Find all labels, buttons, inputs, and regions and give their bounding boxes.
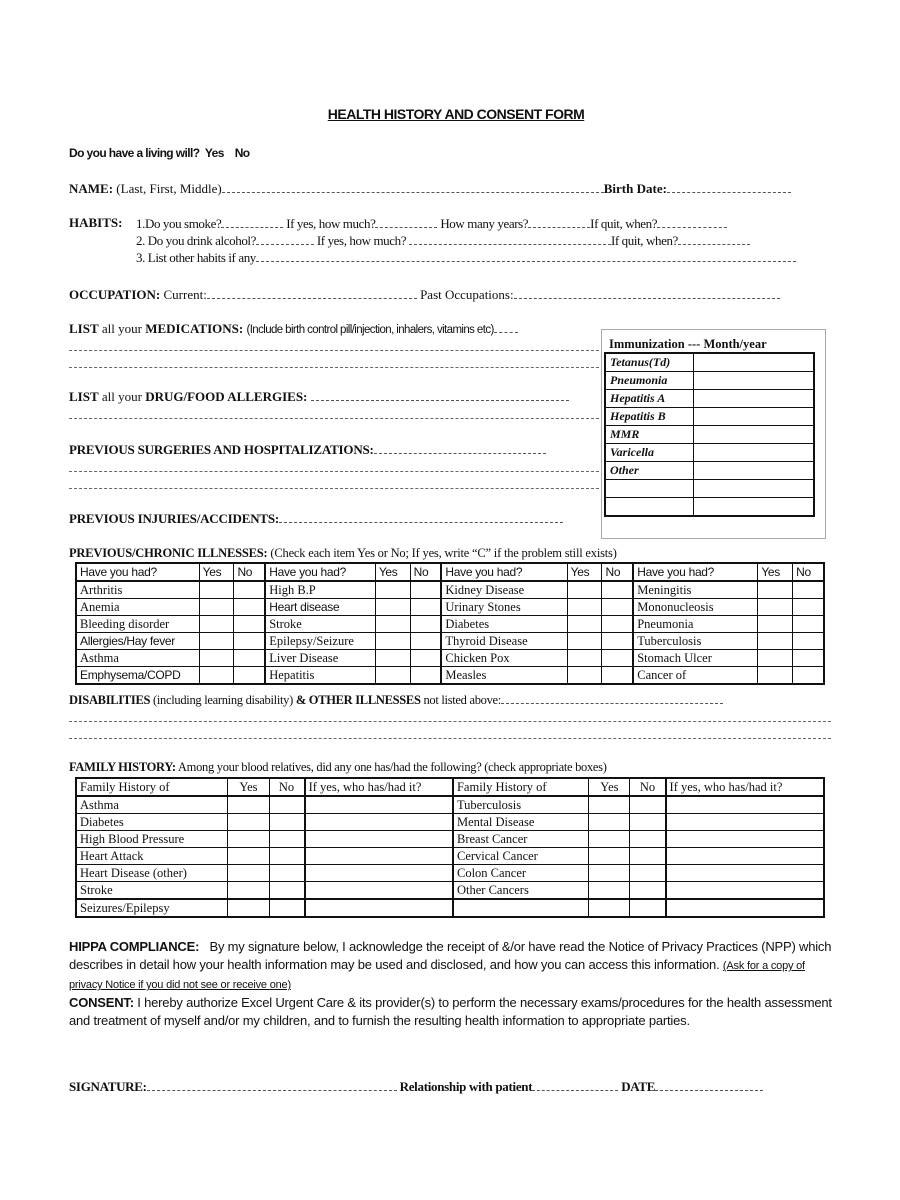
medications-line-3[interactable] [69, 367, 599, 368]
illness-label: Thyroid Disease [441, 633, 567, 650]
surgeries-row [69, 441, 546, 458]
condition-label: Cervical Cancer [453, 848, 589, 865]
condition-label: Asthma [76, 796, 228, 814]
column-header-yes: Yes [199, 563, 234, 581]
yes-checkbox[interactable] [375, 616, 410, 633]
no-checkbox[interactable] [234, 599, 265, 616]
who-field[interactable] [305, 814, 453, 831]
illness-label: Epilepsy/Seizure [265, 633, 375, 650]
surgeries-line-2[interactable] [69, 471, 599, 472]
immunization-date-cell[interactable] [694, 498, 815, 517]
yes-checkbox[interactable] [567, 599, 602, 616]
immunization-date-cell[interactable] [694, 390, 815, 408]
smoke-amount-field[interactable] [375, 215, 437, 228]
no-checkbox[interactable] [793, 581, 824, 599]
who-field[interactable] [305, 831, 453, 848]
injuries-field[interactable] [279, 510, 563, 523]
other-illnesses-label: & OTHER ILLNESSES [295, 693, 421, 707]
yes-checkbox[interactable] [199, 667, 234, 685]
no-checkbox[interactable] [793, 633, 824, 650]
yes-checkbox[interactable] [228, 814, 269, 831]
column-header-yes: Yes [228, 778, 269, 796]
surgeries-label: PREVIOUS SURGERIES AND HOSPITALIZATIONS: [69, 442, 374, 457]
signature-label: SIGNATURE: [69, 1079, 147, 1094]
disabilities-field[interactable] [501, 691, 723, 704]
yes-checkbox[interactable] [199, 581, 234, 599]
illness-label: Heart disease [265, 599, 375, 616]
who-field[interactable] [305, 899, 453, 917]
immunization-name: Hepatitis A [605, 390, 694, 408]
illness-label: Emphysema/COPD [76, 667, 199, 685]
medications-list-word: LIST [69, 321, 99, 336]
column-header-no: No [410, 563, 441, 581]
hippa-label: HIPPA COMPLIANCE: [69, 939, 200, 954]
yes-checkbox[interactable] [228, 848, 269, 865]
injuries-label: PREVIOUS INJURIES/ACCIDENTS: [69, 511, 280, 526]
disabilities-line-3[interactable] [69, 738, 831, 739]
illness-label: Allergies/Hay fever [76, 633, 199, 650]
immunization-date-cell[interactable] [694, 462, 815, 480]
hippa-note: (Ask for a copy of privacy Notice if you did not see or receive one) [69, 960, 805, 991]
column-header-who: If yes, who has/had it? [305, 778, 453, 796]
column-header-yes: Yes [758, 563, 793, 581]
name-label: NAME: [69, 181, 114, 196]
disabilities-label: DISABILITIES [69, 693, 151, 707]
smoke-field[interactable] [221, 215, 283, 228]
column-header: Family History of [76, 778, 228, 796]
yes-checkbox[interactable] [589, 796, 630, 814]
living-will-question [69, 146, 250, 160]
allergies-label: DRUG/FOOD ALLERGIES: [145, 389, 308, 404]
yes-checkbox[interactable] [758, 650, 793, 667]
signature-row [69, 1078, 763, 1095]
no-checkbox[interactable] [602, 667, 633, 685]
no-checkbox[interactable] [630, 899, 666, 917]
yes-checkbox[interactable] [228, 831, 269, 848]
immunization-date-cell[interactable] [694, 372, 815, 390]
smoke-how-much-label: If yes, how much? [286, 216, 376, 231]
allergies-row [69, 388, 569, 405]
column-header: Have you had? [633, 563, 758, 581]
disabilities-line-2[interactable] [69, 721, 831, 722]
column-header-no: No [234, 563, 265, 581]
chronic-illness-table [75, 562, 825, 685]
no-checkbox[interactable] [269, 899, 305, 917]
condition-label: Heart Disease (other) [76, 865, 228, 882]
column-header: Family History of [453, 778, 589, 796]
alcohol-field[interactable] [256, 232, 314, 245]
occupation-row [69, 286, 780, 303]
illness-label: Liver Disease [265, 650, 375, 667]
form-title: HEALTH HISTORY AND CONSENT FORM [327, 106, 585, 122]
illness-label: Kidney Disease [441, 581, 567, 599]
yes-checkbox[interactable] [567, 650, 602, 667]
column-header-yes: Yes [375, 563, 410, 581]
no-checkbox[interactable] [234, 650, 265, 667]
alcohol-quit-field[interactable] [678, 232, 750, 245]
condition-label: Breast Cancer [453, 831, 589, 848]
who-field[interactable] [305, 882, 453, 900]
name-row [69, 180, 791, 197]
no-checkbox[interactable] [630, 814, 666, 831]
illness-label: Bleeding disorder [76, 616, 199, 633]
who-field[interactable] [666, 899, 824, 917]
family-history-row [69, 760, 607, 775]
yes-checkbox[interactable] [228, 882, 269, 900]
no-checkbox[interactable] [630, 831, 666, 848]
column-header-yes: Yes [567, 563, 602, 581]
no-checkbox[interactable] [410, 599, 441, 616]
column-header: Have you had? [265, 563, 375, 581]
no-checkbox[interactable] [793, 616, 824, 633]
no-checkbox[interactable] [410, 650, 441, 667]
illness-label: Asthma [76, 650, 199, 667]
immunization-table [604, 352, 815, 517]
habits-row-2 [136, 232, 750, 249]
past-occupations-label: Past Occupations: [420, 287, 514, 302]
family-history-hint: Among your blood relatives, did any one has/had the following? (check appropriate boxes) [177, 760, 607, 774]
no-checkbox[interactable] [602, 581, 633, 599]
who-field[interactable] [666, 831, 824, 848]
yes-checkbox[interactable] [758, 633, 793, 650]
no-checkbox[interactable] [234, 633, 265, 650]
hippa-text: By my signature below, I acknowledge the receipt of &/or have read the Notice of Privacy Practices (NPP) which describes in detail how your health information may be used and disclosed, and how you can access this information. [69, 939, 832, 972]
condition-label: Diabetes [76, 814, 228, 831]
surgeries-field[interactable] [374, 441, 546, 454]
current-occupation-label: Current: [163, 287, 207, 302]
current-occupation-field[interactable] [207, 286, 417, 299]
living-will-yes[interactable]: Yes [204, 146, 224, 160]
smoke-years-label: How many years? [440, 216, 529, 231]
column-header-no: No [630, 778, 666, 796]
habits-row-3 [136, 249, 796, 266]
no-checkbox[interactable] [269, 831, 305, 848]
hippa-paragraph [69, 938, 834, 1030]
column-header-no: No [602, 563, 633, 581]
no-checkbox[interactable] [602, 650, 633, 667]
immunization-name: Tetanus(Td) [605, 353, 694, 372]
yes-checkbox[interactable] [567, 633, 602, 650]
allergies-field[interactable] [311, 388, 569, 401]
who-field[interactable] [666, 814, 824, 831]
medications-row [69, 320, 518, 337]
no-checkbox[interactable] [234, 581, 265, 599]
yes-checkbox[interactable] [758, 599, 793, 616]
yes-checkbox[interactable] [589, 865, 630, 882]
yes-checkbox[interactable] [758, 616, 793, 633]
illness-label: Urinary Stones [441, 599, 567, 616]
illness-label: Anemia [76, 599, 199, 616]
no-checkbox[interactable] [630, 882, 666, 900]
no-checkbox[interactable] [602, 599, 633, 616]
no-checkbox[interactable] [410, 633, 441, 650]
medications-all-your: all your [101, 321, 142, 336]
yes-checkbox[interactable] [589, 831, 630, 848]
alcohol-how-much-label: If yes, how much? [316, 233, 407, 248]
column-header-no: No [793, 563, 824, 581]
medications-hint: (Include birth control pill/injection, inhalers, vitamins etc) [246, 324, 494, 336]
no-checkbox[interactable] [630, 865, 666, 882]
yes-checkbox[interactable] [228, 796, 269, 814]
medications-field[interactable] [494, 320, 518, 333]
name-field[interactable] [222, 180, 604, 193]
who-field[interactable] [666, 882, 824, 900]
yes-checkbox[interactable] [567, 616, 602, 633]
who-field[interactable] [305, 796, 453, 814]
illness-label: Measles [441, 667, 567, 685]
disabilities-tail: not listed above: [423, 693, 501, 707]
family-history-table [75, 777, 825, 918]
living-will-label: Do you have a living will? [69, 146, 200, 160]
immunization-date-cell[interactable] [694, 353, 815, 372]
family-history-label: FAMILY HISTORY: [69, 760, 176, 774]
column-header-yes: Yes [589, 778, 630, 796]
yes-checkbox[interactable] [228, 865, 269, 882]
who-field[interactable] [305, 865, 453, 882]
illness-label: Stomach Ulcer [633, 650, 758, 667]
yes-checkbox[interactable] [375, 581, 410, 599]
no-checkbox[interactable] [269, 865, 305, 882]
medications-line-2[interactable] [69, 350, 599, 351]
no-checkbox[interactable] [410, 667, 441, 685]
yes-checkbox[interactable] [589, 848, 630, 865]
alcohol-amount-field[interactable] [409, 232, 611, 245]
immunization-date-cell[interactable] [694, 408, 815, 426]
smoke-quit-field[interactable] [657, 215, 727, 228]
illness-label: Meningitis [633, 581, 758, 599]
yes-checkbox[interactable] [758, 667, 793, 685]
yes-checkbox[interactable] [375, 599, 410, 616]
date-field[interactable] [655, 1078, 763, 1091]
yes-checkbox[interactable] [567, 667, 602, 685]
immunization-name: Hepatitis B [605, 408, 694, 426]
column-header: Have you had? [76, 563, 199, 581]
yes-checkbox[interactable] [375, 633, 410, 650]
who-field[interactable] [666, 796, 824, 814]
condition-label: Mental Disease [453, 814, 589, 831]
signature-field[interactable] [147, 1078, 397, 1091]
immunization-name-blank[interactable] [605, 498, 694, 517]
relationship-label: Relationship with patient [399, 1079, 533, 1094]
allergies-all-your: all your [101, 389, 142, 404]
other-habits-question: 3. List other habits if any [136, 250, 256, 265]
yes-checkbox[interactable] [758, 581, 793, 599]
surgeries-line-3[interactable] [69, 488, 599, 489]
disabilities-hint: (including learning disability) [153, 693, 293, 707]
condition-label-blank[interactable] [453, 899, 589, 917]
illness-label: Hepatitis [265, 667, 375, 685]
yes-checkbox[interactable] [589, 814, 630, 831]
habits-row-1 [136, 215, 727, 232]
column-header-who: If yes, who has/had it? [666, 778, 824, 796]
no-checkbox[interactable] [269, 814, 305, 831]
yes-checkbox[interactable] [589, 899, 630, 917]
column-header-no: No [269, 778, 305, 796]
no-checkbox[interactable] [793, 650, 824, 667]
yes-checkbox[interactable] [199, 599, 234, 616]
illness-label: Cancer of [633, 667, 758, 685]
yes-checkbox[interactable] [228, 899, 269, 917]
immunization-name: MMR [605, 426, 694, 444]
illness-label: Tuberculosis [633, 633, 758, 650]
smoke-question: 1.Do you smoke? [136, 216, 222, 231]
who-field[interactable] [666, 848, 824, 865]
no-checkbox[interactable] [602, 633, 633, 650]
medications-label: MEDICATIONS: [145, 321, 244, 336]
alcohol-quit-label: If quit, when? [610, 233, 678, 248]
who-field[interactable] [305, 848, 453, 865]
no-checkbox[interactable] [269, 848, 305, 865]
no-checkbox[interactable] [602, 616, 633, 633]
living-will-no[interactable]: No [234, 146, 250, 160]
smoke-years-field[interactable] [528, 215, 590, 228]
allergies-list-word: LIST [69, 389, 99, 404]
smoke-quit-label: If quit, when? [590, 216, 658, 231]
condition-label: High Blood Pressure [76, 831, 228, 848]
immunization-name-blank[interactable] [605, 480, 694, 498]
no-checkbox[interactable] [269, 796, 305, 814]
date-label: DATE [621, 1079, 656, 1094]
consent-label: CONSENT: [69, 995, 134, 1010]
birth-date-label: Birth Date: [603, 181, 667, 196]
past-occupations-field[interactable] [514, 286, 780, 299]
occupation-label: OCCUPATION: [69, 287, 161, 302]
who-field[interactable] [666, 865, 824, 882]
no-checkbox[interactable] [234, 667, 265, 685]
consent-text: I hereby authorize Excel Urgent Care & its provider(s) to perform the necessary exams/procedures for the health assessment and treatment of myself and/or my children, and to furnish the resulting health information to appropriate parties. [69, 995, 832, 1028]
condition-label: Tuberculosis [453, 796, 589, 814]
no-checkbox[interactable] [793, 667, 824, 685]
no-checkbox[interactable] [410, 616, 441, 633]
disabilities-row [69, 691, 723, 708]
illness-label: Stroke [265, 616, 375, 633]
condition-label: Colon Cancer [453, 865, 589, 882]
no-checkbox[interactable] [630, 796, 666, 814]
no-checkbox[interactable] [630, 848, 666, 865]
no-checkbox[interactable] [234, 616, 265, 633]
yes-checkbox[interactable] [199, 616, 234, 633]
immunization-header: Immunization --- Month/year [609, 337, 767, 351]
allergies-line-2[interactable] [69, 418, 599, 419]
illness-label: High B.P [265, 581, 375, 599]
column-header: Have you had? [441, 563, 567, 581]
habits-label: HABITS: [69, 215, 123, 230]
no-checkbox[interactable] [410, 581, 441, 599]
yes-checkbox[interactable] [567, 581, 602, 599]
chronic-row [69, 546, 617, 561]
birth-date-field[interactable] [667, 180, 791, 193]
immunization-name: Other [605, 462, 694, 480]
chronic-label: PREVIOUS/CHRONIC ILLNESSES: [69, 546, 268, 560]
injuries-row [69, 510, 563, 527]
other-habits-field[interactable] [256, 249, 796, 262]
name-hint: (Last, First, Middle) [116, 181, 222, 196]
condition-label: Other Cancers [453, 882, 589, 900]
immunization-name: Pneumonia [605, 372, 694, 390]
illness-label: Pneumonia [633, 616, 758, 633]
yes-checkbox[interactable] [375, 650, 410, 667]
illness-label: Chicken Pox [441, 650, 567, 667]
condition-label: Seizures/Epilepsy [76, 899, 228, 917]
yes-checkbox[interactable] [375, 667, 410, 685]
yes-checkbox[interactable] [199, 633, 234, 650]
illness-label: Diabetes [441, 616, 567, 633]
immunization-date-cell[interactable] [694, 480, 815, 498]
illness-label: Mononucleosis [633, 599, 758, 616]
no-checkbox[interactable] [269, 882, 305, 900]
immunization-date-cell[interactable] [694, 426, 815, 444]
immunization-date-cell[interactable] [694, 444, 815, 462]
alcohol-question: 2. Do you drink alcohol? [136, 233, 257, 248]
yes-checkbox[interactable] [199, 650, 234, 667]
immunization-name: Varicella [605, 444, 694, 462]
yes-checkbox[interactable] [589, 882, 630, 900]
illness-label: Arthritis [76, 581, 199, 599]
condition-label: Stroke [76, 882, 228, 900]
no-checkbox[interactable] [793, 599, 824, 616]
chronic-hint: (Check each item Yes or No; If yes, write “C” if the problem still exists) [270, 546, 617, 560]
relationship-field[interactable] [532, 1078, 618, 1091]
condition-label: Heart Attack [76, 848, 228, 865]
